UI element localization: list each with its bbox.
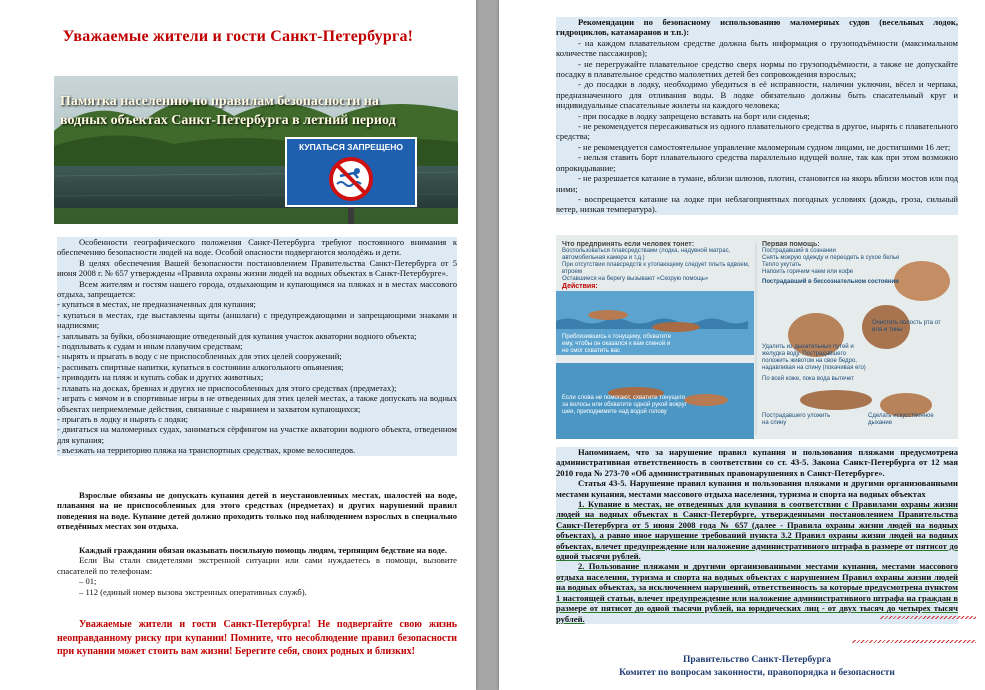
spellcheck-underline bbox=[880, 616, 976, 619]
list-item: - воспрещается катание на лодке при неблагоприятных погодных условиях (дождь, гроза, сильный ветер, низкая температура). bbox=[556, 193, 958, 215]
list-item: - купаться в местах, где выставлены щиты (аншлаги) с предупреждающими и запрещающими знаками и надписями; bbox=[57, 309, 457, 331]
list-item: - на каждом плавательном средстве должна быть информация о грузоподъёмности (максимальном количестве пассажиров); bbox=[556, 37, 958, 59]
list-item: - нельзя ставить борт плавательного средства параллельно идущей волне, так как при этом возможно опрокидывание; bbox=[556, 152, 958, 173]
appeal-text: Уважаемые жители и гости Санкт-Петербурга! Не подвергайте свою жизнь неоправданному риску при купании! Помните, что несоблюдение правил безопасности при купании может стоить вам жизни! Берегите себя, своих родных и близких! bbox=[57, 619, 457, 658]
list-item: - подплывать к судам и иным плавучим средствам; bbox=[57, 341, 243, 352]
list-item: - прыгать в лодку и нырять с лодки; bbox=[57, 413, 189, 424]
drowning-infographic bbox=[556, 235, 958, 439]
no-swimming-sign-icon bbox=[286, 138, 416, 206]
help-note: Каждый гражданин обязан оказывать посильную помощь людям, терпящим бедствие на воде. bbox=[79, 545, 447, 555]
boats-block bbox=[556, 17, 958, 215]
final-steps bbox=[762, 413, 948, 427]
spellcheck-underline bbox=[852, 640, 976, 643]
list-item: Снять мокрую одежду и переодеть в сухое белье bbox=[762, 255, 900, 261]
step-text: Сделать искусственное дыхание bbox=[868, 413, 934, 426]
boats-title: Рекомендации по безопасному использованию маломерных судов (весельных лодок, гидроциклов, катамаранов и т.п.): bbox=[556, 17, 958, 38]
list-item: - при посадке в лодку запрещено вставать на борт или сиденья; bbox=[578, 110, 810, 121]
list-item: - не перегружайте плавательное средство сверх нормы по грузоподъёмности, а также не допускайте посадку в плавательное средство малолетних детей без сопровождения взрослых; bbox=[556, 58, 958, 80]
emergency-intro: Если Вы стали свидетелями экстренной ситуации или сами нуждаетесь в помощи, вызовите спасателей по телефонам: bbox=[57, 555, 457, 576]
list-item: - играть с мячом и в спортивные игры в не отведенных для этих целей местах, а также допускать на водных объектах неприемлемые действия, связанные с нырянием и захватом купающихся; bbox=[57, 393, 457, 414]
list-item: - нырять и прыгать в воду с не приспособленных для этих целей сооружений; bbox=[57, 351, 342, 362]
step-text: Приблизившись к тонущему, обхватите ему, чтобы он оказался к вам спиной и не смог схватить вас bbox=[562, 334, 672, 354]
adults-note-text: Взрослые обязаны не допускать купания детей в неустановленных местах, шалостей на воде, плавания на не приспособленных для этого средствах (предметах) и других нарушений правил поведения на воде. Купание детей должно проходить только под наблюдением взрослых в специально отведённых местах зон отдыха. bbox=[57, 490, 457, 532]
list-item: - двигаться на маломерных судах, заниматься сёрфингом на участке акватории водного объекта, отведенном для купания; bbox=[57, 424, 457, 445]
footer-government: Правительство Санкт-Петербурга bbox=[683, 655, 831, 665]
step-text: Если слова не помогают, схватите тонущего за волосы или обхватите одной рукой вокруг шеи, приподнимите над водой голову bbox=[562, 395, 687, 415]
help-section bbox=[562, 241, 752, 416]
step-text: Удалить из дыхательных путей и желудка воду. Пострадавшего положить животом на свое бедро, надавливая на спину (покачивая его) bbox=[762, 344, 866, 371]
phone-item: – 01; bbox=[79, 576, 97, 587]
lake-photo bbox=[54, 76, 458, 224]
list-item: - не разрешается катание в тумане, вблизи шлюзов, плотин, становится на якорь вблизи мостов или под ними; bbox=[556, 173, 958, 194]
list-item: - купаться в местах, не предназначенных для купания; bbox=[57, 299, 256, 310]
first-aid-section bbox=[762, 241, 952, 427]
step-text: Пострадавшего уложить на спину bbox=[762, 413, 831, 426]
help-section-title: Что предпринять если человек тонет: bbox=[562, 241, 695, 248]
law-block bbox=[556, 447, 958, 624]
paragraph: В целях обеспечения Вашей безопасности постановлением Правительства Санкт-Петербурга от 5 июня 2008 г. № 657 утверждены «Правила охраны жизни людей на водных объектах в Санкт-Петербурге». bbox=[57, 257, 457, 279]
help-block bbox=[57, 545, 457, 597]
actions-label: Действия: bbox=[562, 283, 598, 290]
list-item: - заплывать за буйки, обозначающие отведенный для купания участок акватории водного объекта; bbox=[57, 330, 417, 341]
list-item: - до посадки в лодку, необходимо убедиться в её исправности, наличии уключин, вёсел и черпака, предназначенного для отливания воды. В лодке обязательно должны быть спасательный круг и индивидуальные спасательные жилеты на каждого человека; bbox=[556, 79, 958, 111]
list-item: - плавать на досках, бревнах и других не приспособленных для этого средствах (предметах); bbox=[57, 382, 397, 393]
paragraph: Всем жителям и гостям нашего города, отдыхающим и купающимся на пляжах и в местах массового отдыха, запрещается: bbox=[57, 278, 457, 300]
phone-item: – 112 (единый номер вызова экстренных оперативных служб). bbox=[79, 586, 307, 597]
list-item: Тепло укутать bbox=[762, 262, 801, 268]
list-item: Напоить горячим чаем или кофе bbox=[762, 269, 854, 275]
rules-block bbox=[57, 237, 457, 456]
first-aid-title: Первая помощь: bbox=[762, 241, 820, 248]
step-text: По всей коже, пока вода вытечет bbox=[762, 376, 854, 382]
footer-committee: Комитет по вопросам законности, правопорядка и безопасности bbox=[619, 668, 895, 678]
page-title: Уважаемые жители и гости Санкт-Петербурга! bbox=[62, 28, 414, 45]
photo-title: Памятка населению по правилам безопасности на водных объектах Санкт-Петербурга в летний период bbox=[60, 94, 396, 128]
adults-note bbox=[57, 490, 457, 532]
list-item: - распивать спиртные напитки, купаться в состоянии алкогольного опьянения; bbox=[57, 361, 344, 372]
paragraph: Статья 43-5. Нарушение правил купания и пользования пляжами и другими организованными местами купания, местами массового отдыха населения, туризма и спорта на водных объектах bbox=[556, 478, 958, 499]
unconscious-label: Пострадавший в бессознательном состоянии bbox=[762, 279, 899, 285]
list-item: - не рекомендуется пересаживаться из одного плавательного средства в другое, нырять с плавательного средства; bbox=[556, 121, 958, 142]
list-item: - не рекомендуется самостоятельное управление маломерным судном лицами, не достигшими 16 лет; bbox=[578, 141, 951, 152]
page-left bbox=[0, 0, 476, 690]
list-item: Пострадавший в сознании bbox=[762, 248, 836, 254]
sign-caption: КУПАТЬСЯ ЗАПРЕЩЕНО bbox=[298, 142, 404, 152]
paragraph: 2. Пользование пляжами и другими организованными местами купания, местами массового отдыха населения, туризма и спорта на водных объектах с нарушением Правил охраны жизни людей на водных объектах, за исключением нарушений, ответственность за которые предусмотрена пунктом 1 настоящей статьи, влечет предупреждение или наложение административного штрафа на граждан в размере от пятисот до одной тысячи рублей, на юридических лиц - от двух тысяч до четырех тысяч рублей. bbox=[556, 561, 958, 624]
list-item: Оставшиеся на берегу вызывают «Скорую помощь» bbox=[562, 276, 709, 282]
list-item: - приводить на пляж и купать собак и других животных; bbox=[57, 372, 264, 383]
list-item: Воспользоваться плавсредствами (лодка, надувной матрас, автомобильная камера и т.д.) bbox=[562, 248, 731, 261]
paragraph: Особенности географического положения Санкт-Петербурга требуют постоянного внимания к обеспечению безопасности людей на воде. Особой опасности подвергаются молодёжь и дети. bbox=[57, 237, 457, 258]
list-item: При отсутствии плавсредств к утопающему следует плыть вдвоем, втроем bbox=[562, 262, 750, 275]
paragraph: 1. Купание в местах, не отведенных для купания в соответствии с Правилами охраны жизни людей на водных объектах в Санкт-Петербурге, утвержденными постановлением Правительства Санкт-Петербурга от 5 июня 2008 года № 657 (далее - Правила охраны жизни людей на водных объектах), а равно иное нарушение требований пункта 3.2 Правил охраны жизни людей на водных объектах, влечет предупреждение или наложение административного штрафа в размере от пятисот до одной тысячи рублей. bbox=[556, 499, 958, 562]
step-text: Очистить полость рта от ила и тины bbox=[872, 320, 941, 333]
list-item: - въезжать на территорию пляжа на транспортных средствах, кроме велосипедов. bbox=[57, 445, 356, 456]
paragraph: Напоминаем, что за нарушение правил купания и пользования пляжами предусмотрена административная ответственность в соответствии со ст. 43-5. Закона Санкт-Петербурга от 12 мая 2010 года № 273-70 «Об административных правонарушениях в Санкт-Петербурге». bbox=[556, 447, 958, 478]
